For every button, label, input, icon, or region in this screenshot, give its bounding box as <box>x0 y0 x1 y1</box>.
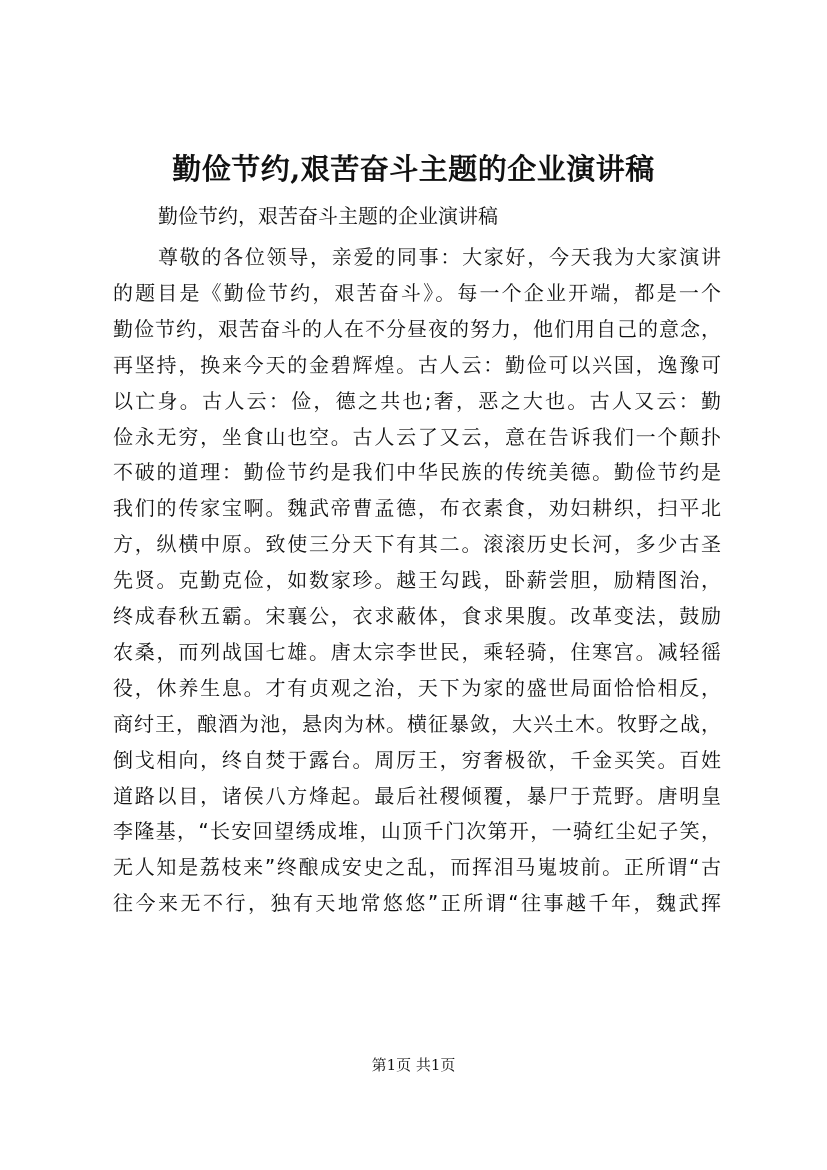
document-title: 勤俭节约,艰苦奋斗主题的企业演讲稿 <box>172 152 655 186</box>
page-footer: 第1页 共1页 <box>371 1056 456 1074</box>
body-line: 李隆基，“长安回望绣成堆，山顶千门次第开，一骑红尘妃子笑， <box>113 819 721 844</box>
body-line: 倒戈相向，终自焚于露台。周厉王，穷奢极欲，千金买笑。百姓 <box>113 747 721 772</box>
body-line: 先贤。克勤克俭，如数家珍。越王勾践，卧薪尝胆，励精图治， <box>113 568 721 593</box>
body-line: 俭永无穷，坐食山也空。古人云了又云，意在告诉我们一个颠扑 <box>113 424 721 449</box>
body-line: 无人知是荔枝来”终酿成安史之乱，而挥泪马嵬坡前。正所谓“古 <box>113 855 721 880</box>
document-subtitle: 勤俭节约，艰苦奋斗主题的企业演讲稿 <box>158 204 498 228</box>
body-line: 勤俭节约，艰苦奋斗的人在不分昼夜的努力，他们用自己的意念， <box>113 316 721 341</box>
body-line: 我们的传家宝啊。魏武帝曹孟德，布衣素食，劝妇耕织，扫平北 <box>113 496 721 521</box>
body-line: 终成春秋五霸。宋襄公，衣求蔽体，食求果腹。改革变法，鼓励 <box>113 604 721 628</box>
body-line: 道路以目，诸侯八方烽起。最后社稷倾覆，暴尸于荒野。唐明皇 <box>113 783 721 808</box>
body-line: 役，休养生息。才有贞观之治，天下为家的盛世局面恰恰相反， <box>113 675 721 700</box>
body-line: 以亡身。古人云：俭，德之共也;奢，恶之大也。古人又云：勤 <box>113 388 721 413</box>
body-line: 不破的道理：勤俭节约是我们中华民族的传统美德。勤俭节约是 <box>113 460 721 485</box>
body-line: 的题目是《勤俭节约，艰苦奋斗》。每一个企业开端，都是一个 <box>113 280 721 305</box>
body-line: 农桑，而列战国七雄。唐太宗李世民，乘轻骑，住寒宫。减轻徭 <box>113 639 721 664</box>
body-line: 方，纵横中原。致使三分天下有其二。滚滚历史长河，多少古圣 <box>113 532 721 557</box>
body-line: 商纣王，酿酒为池，悬肉为林。横征暴敛，大兴土木。牧野之战， <box>113 711 721 736</box>
body-line: 再坚持，换来今天的金碧辉煌。古人云：勤俭可以兴国，逸豫可 <box>113 352 721 377</box>
body-line: 尊敬的各位领导，亲爱的同事：大家好，今天我为大家演讲 <box>158 245 721 269</box>
body-line: 往今来无不行，独有天地常悠悠”正所谓“往事越千年，魏武挥 <box>113 891 721 916</box>
